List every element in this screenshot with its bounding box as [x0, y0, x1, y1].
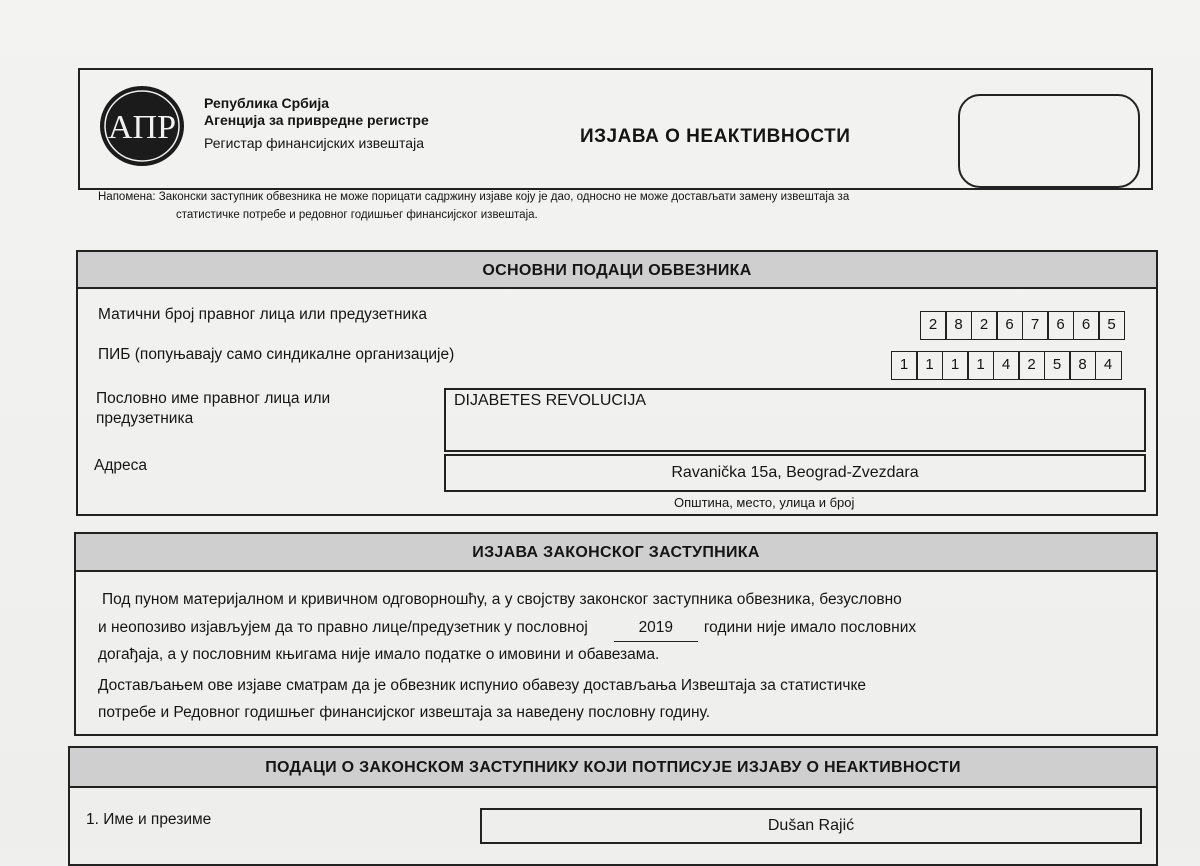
statement-line-5: потребе и Редовног годишњег финансијског извештаја за наведену пословну годину. — [98, 704, 711, 721]
representative-name-value: Dušan Rajić — [767, 817, 855, 834]
address-value: Ravanička 15a, Beograd-Zvezdara — [671, 464, 919, 481]
reg-number-label: Матични број правног лица или предузетника — [98, 306, 427, 323]
reg-number-cells — [921, 311, 1125, 340]
registry-name: Регистар финансијских извештаја — [204, 135, 424, 151]
digit-cell[interactable]: 6 — [1047, 311, 1074, 340]
statement-line-2a: и неопозиво изјављујем да то правно лице/предузетник у пословној — [98, 619, 588, 636]
statement-line-4: Достављањем ове изјаве сматрам да је обвезник испунио обавезу достављања Извештаја за статистичке — [98, 677, 867, 694]
note-line-1: Напомена: Законски заступник обвезника не може порицати садржину изјаве коју је дао, односно не може достављати замену извештаја за — [98, 191, 850, 203]
stamp-box — [958, 94, 1140, 188]
representative-name-field[interactable] — [480, 808, 1142, 844]
digit-cell[interactable]: 5 — [1098, 311, 1125, 340]
agency-block — [204, 95, 429, 152]
address-field[interactable] — [444, 454, 1146, 492]
pib-label: ПИБ (попуњавају само синдикалне организације) — [98, 346, 455, 363]
document-title: ИЗЈАВА О НЕАКТИВНОСТИ — [580, 126, 851, 147]
digit-cell[interactable]: 6 — [1073, 311, 1100, 340]
digit-cell[interactable]: 2 — [1018, 351, 1045, 380]
business-name-value: DIJABETES REVOLUCIJA — [454, 392, 647, 409]
business-name-field[interactable] — [444, 388, 1146, 452]
year-field[interactable]: 2019 — [614, 614, 698, 642]
digit-cell[interactable]: 2 — [971, 311, 998, 340]
logo-text: АПР — [107, 109, 177, 146]
digit-cell[interactable]: 1 — [967, 351, 994, 380]
statement-line-2 — [98, 614, 916, 642]
digit-cell[interactable]: 1 — [942, 351, 969, 380]
digit-cell[interactable]: 1 — [891, 351, 918, 380]
apr-logo-icon — [98, 84, 186, 168]
statement-line-2b: години није имало пословних — [703, 619, 917, 636]
agency-country: Република Србија — [204, 95, 330, 111]
representative-name-label: 1. Име и презиме — [86, 811, 212, 828]
address-label: Адреса — [94, 457, 147, 474]
digit-cell[interactable]: 8 — [1069, 351, 1096, 380]
business-name-label — [96, 389, 330, 429]
digit-cell[interactable]: 5 — [1044, 351, 1071, 380]
digit-cell[interactable]: 4 — [1095, 351, 1122, 380]
pib-cells — [892, 351, 1122, 380]
digit-cell[interactable]: 7 — [1022, 311, 1049, 340]
statement-line-1: Под пуном материјалном и кривичном одговорношћу, а у својству законског заступника обвезника, безусловно — [102, 591, 902, 608]
representative-title: ПОДАЦИ О ЗАКОНСКОМ ЗАСТУПНИКУ КОЈИ ПОТПИСУЈЕ ИЗЈАВУ О НЕАКТИВНОСТИ — [70, 748, 1156, 788]
business-name-label-line-1: Пословно име правног лица или — [96, 390, 331, 407]
digit-cell[interactable]: 4 — [993, 351, 1020, 380]
statement-title: ИЗЈАВА ЗАКОНСКОГ ЗАСТУПНИКА — [76, 534, 1156, 572]
basic-data-title: ОСНОВНИ ПОДАЦИ ОБВЕЗНИКА — [78, 252, 1156, 289]
business-name-label-line-2: предузетника — [96, 410, 194, 427]
note — [98, 188, 849, 224]
address-hint: Општина, место, улица и број — [674, 495, 855, 510]
digit-cell[interactable]: 1 — [916, 351, 943, 380]
agency-name: Агенција за привредне регистре — [204, 112, 429, 128]
statement-line-3: догађаја, а у пословним књигама није имало податке о имовини и обавезама. — [98, 646, 660, 663]
digit-cell[interactable]: 6 — [996, 311, 1023, 340]
note-line-2: статистичке потребе и редовног годишњег финансијског извештаја. — [176, 209, 538, 221]
digit-cell[interactable]: 2 — [920, 311, 947, 340]
digit-cell[interactable]: 8 — [945, 311, 972, 340]
